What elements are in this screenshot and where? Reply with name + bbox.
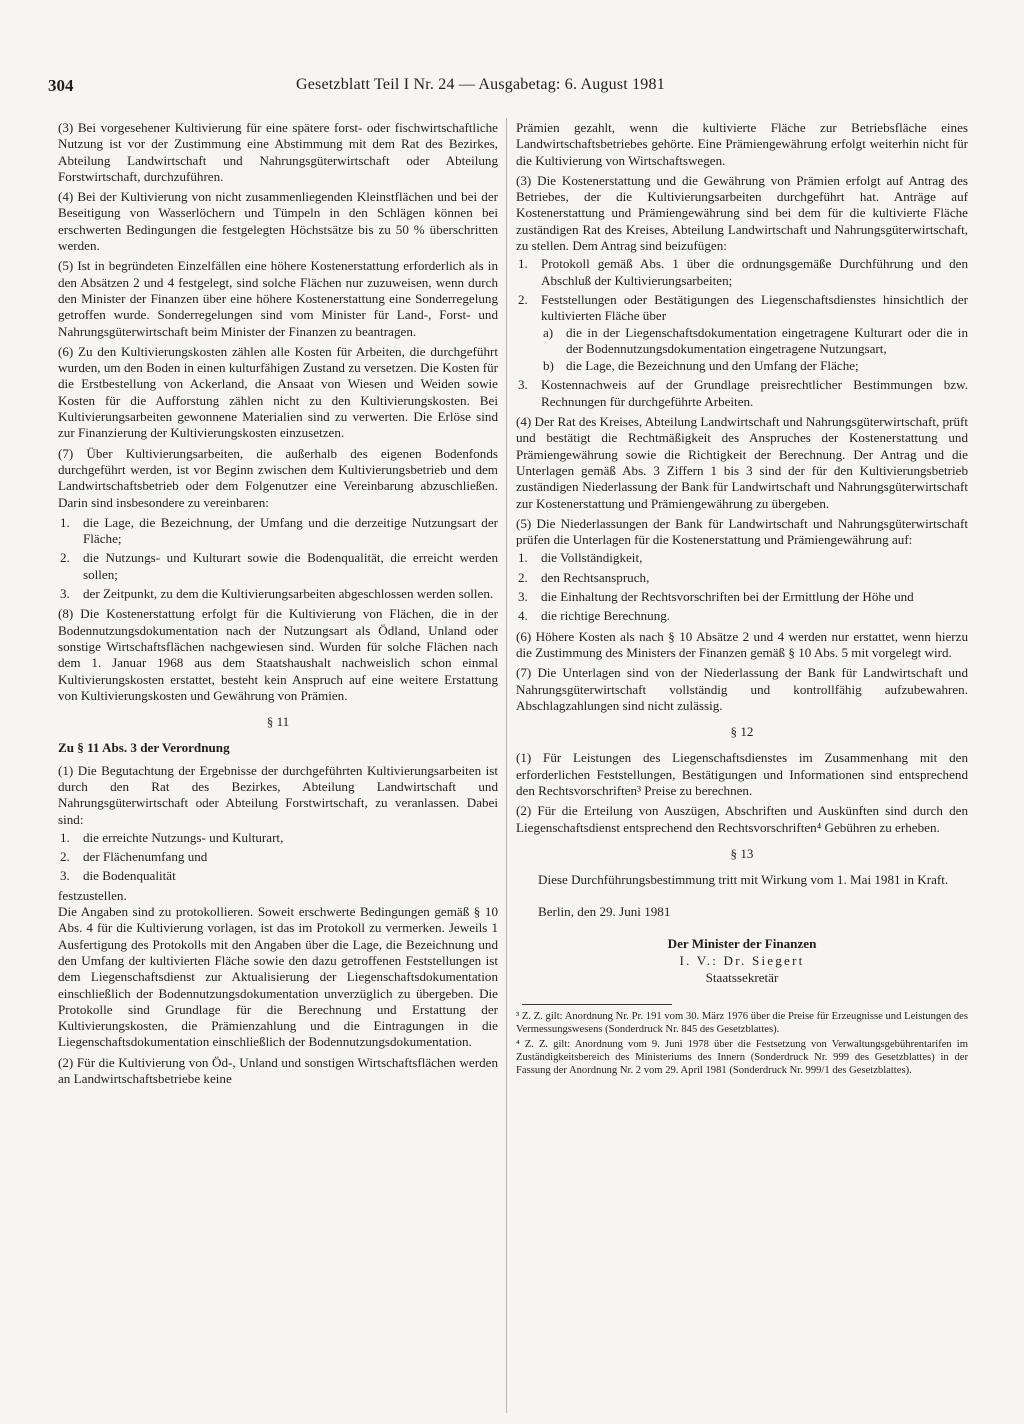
section-12-heading: § 12 bbox=[730, 724, 754, 740]
bank-check-list bbox=[516, 550, 968, 624]
paragraph-12-2: (2) Für die Erteilung von Auszügen, Abschriften und Auskünften sind durch den Liegenschaftsdienst entsprechend den Rechtsvorschriften⁴ Gebühren zu erheben. bbox=[516, 803, 968, 835]
list-text: die Einhaltung der Rechtsvorschriften bei der Ermittlung der Höhe und bbox=[541, 589, 914, 605]
list-number: 2. bbox=[518, 291, 528, 307]
section-11-subheading: Zu § 11 Abs. 3 der Verordnung bbox=[58, 740, 230, 756]
list-number: 2. bbox=[518, 569, 528, 585]
paragraph-10-4: (4) Bei der Kultivierung von nicht zusammenliegenden Kleinstflächen und bei der Beseitigung von Wasserlöchern und Tümpeln in den Schlägen können bei erschwerten Bedingungen die festgelegten Höchstsätze bis zu 50 % überschritten werden. bbox=[58, 189, 498, 254]
list-item bbox=[58, 868, 498, 884]
paragraph-12-1: (1) Für Leistungen des Liegenschaftsdienstes im Zusammenhang mit den erforderlichen Feststellungen, Bestätigungen und Informationen sind entsprechend den Rechtsvorschriften³ Preise zu berechnen. bbox=[516, 750, 968, 798]
paragraph-11-7: (7) Die Unterlagen sind von der Niederlassung der Bank für Landwirtschaft und Nahrungsgüterwirtschaft vollständig und kontrollfähig aufzubewahren. Abschlagzahlungen sind nicht zulässig. bbox=[516, 665, 968, 713]
list-number: 3. bbox=[60, 586, 70, 602]
list-item bbox=[516, 292, 968, 374]
paragraph-10-3: (3) Bei vorgesehener Kultivierung für eine spätere forst- oder fischwirtschaftliche Nutzung ist vor der Zustimmung eine Abstimmung mit dem Rat des Bezirkes, Abteilung Landwirtschaft und Nahrungsgüterwirtschaft oder Abteilung Forstwirtschaft, durchzuführen. bbox=[58, 120, 498, 184]
list-text: den Rechtsanspruch, bbox=[541, 569, 650, 585]
left-column bbox=[58, 120, 498, 1091]
signatory-title: Der Minister der Finanzen bbox=[667, 935, 817, 951]
section-11-heading: § 11 bbox=[266, 714, 290, 730]
sub-list-text: die Lage, die Bezeichnung und den Umfang der Fläche; bbox=[566, 358, 859, 374]
list-tail: festzustellen. bbox=[58, 887, 127, 903]
signatory-name: I. V.: Dr. Siegert bbox=[679, 952, 805, 968]
list-item bbox=[58, 849, 498, 865]
paragraph-10-8: (8) Die Kostenerstattung erfolgt für die Kultivierung von Flächen, die in der Bodennutzungsdokumentation nach der Nutzungsart als Ödland, Unland oder sonstige Wirtschaftsflächen nachgewiesen sind. Wurden für solche Flächen nach dem 1. Januar 1968 aus dem Staatshaushalt nachweislich schon einmal Kultivierungskosten erstattet, besteht kein Anspruch auf eine weitere Erstattung von Kultivierungskosten und Gewährung von Prämien. bbox=[58, 606, 498, 703]
paragraph-11-1: (1) Die Begutachtung der Ergebnisse der durchgeführten Kultivierungsarbeiten ist durch den Rat des Bezirkes, Abteilung Landwirtschaft und Nahrungsgüterwirtschaft oder Abteilung Forstwirtschaft, zu veranlassen. Dabei sind: bbox=[58, 762, 498, 827]
page-number: 304 bbox=[48, 76, 74, 95]
paragraph-11-3: (3) Die Kostenerstattung und die Gewährung von Prämien erfolgt auf Antrag des Betriebes, der die Kultivierungsarbeiten durchgeführt hat. Anträge auf Kostenerstattung und Prämiengewährung sind bei dem für die kultivierte Fläche zuständigen Rat des Kreises, Abteilung Landwirtschaft und Nahrungsgüterwirtschaft, zu stellen. Dem Antrag sind beizufügen: bbox=[516, 172, 968, 254]
paragraph-10-5: (5) Ist in begründeten Einzelfällen eine höhere Kostenerstattung erforderlich als in den Absätzen 2 und 4 festgelegt, sind solche Flächen nur zuzuweisen, wenn durch den Minister der Finanzen über eine höhere Kostenerstattung eine Sonderregelung getroffen wurde. Sonderregelungen sind vom Minister für Land-, Forst- und Nahrungsgüterwirtschaft beim Minister der Finanzen zu beantragen. bbox=[58, 258, 498, 339]
column-divider bbox=[506, 118, 507, 1413]
right-column bbox=[516, 120, 968, 1081]
signature-block bbox=[516, 935, 968, 986]
list-item bbox=[58, 586, 498, 602]
list-item bbox=[58, 515, 498, 548]
list-text: der Flächenumfang und bbox=[83, 849, 208, 865]
list-number: 3. bbox=[60, 868, 70, 884]
list-number: 4. bbox=[518, 608, 528, 624]
paragraph-11-4: (4) Der Rat des Kreises, Abteilung Landwirtschaft und Nahrungsgüterwirtschaft, prüft und bestätigt die Rechtmäßigkeit des Anspruches der Kostenerstattung und Prämiengewährung sowie die Richtigkeit der Berechnung. Der Antrag und die Unterlagen gemäß Abs. 3 Ziffern 1 bis 3 sind der für den Kultivierungsbetrieb zuständigen Niederlassung der Bank für Landwirtschaft und Nahrungsgüterwirtschaft zur Kostenerstattung und Prämiengewährung zu übergeben. bbox=[516, 414, 968, 511]
list-number: 1. bbox=[60, 829, 70, 845]
sub-list bbox=[541, 325, 968, 375]
footnote-3: ³ Z. Z. gilt: Anordnung Nr. Pr. 191 vom 30. März 1976 über die Preise für Erzeugnisse und Leistungen des Vermessungswesens (Sonderdruck Nr. 845 des Gesetzblattes). bbox=[516, 1010, 968, 1035]
list-text: Protokoll gemäß Abs. 1 über die ordnungsgemäße Durchführung und den Abschluß der Kultivierungsarbeiten; bbox=[541, 256, 968, 288]
list-text: die Vollständigkeit, bbox=[541, 550, 643, 566]
paragraph-11-1-continued: Die Angaben sind zu protokollieren. Soweit erschwerte Bedingungen gemäß § 10 Abs. 4 für die Kultivierung vorlagen, ist das im Protokoll zu vermerken. Jeweils 1 Ausfertigung des Protokolls mit den Angaben über die Lage, die Bezeichnung und den Umfang der kultivierten Fläche sowie den dazu getroffenen Feststellungen ist dem Liegenschaftsdienst zur Aktualisierung der Liegenschaftsdokumentation einschließlich der Bodennutzungsdokumentation unverzüglich zu übergeben. Die Protokolle sind Grundlage für die Berechnung und Erstattung der Kultivierungskosten, die Prämienzahlung und die Eintragungen in die Liegenschaftsdokumentation einschließlich der Bodennutzungsdokumentation. bbox=[58, 904, 498, 1050]
footnote-4: ⁴ Z. Z. gilt: Anordnung vom 9. Juni 1978 über die Festsetzung von Verwaltungsgebührentarifen im Zuständigkeitsbereich des Ministeriums des Innern (Sonderdruck Nr. 999 des Gesetzblattes) in der Fassung der Anordnung Nr. 2 vom 29. April 1981 (Sonderdruck Nr. 999/1 des Gesetzblattes). bbox=[516, 1039, 968, 1076]
sub-list-item bbox=[516, 358, 968, 374]
list-number: 3. bbox=[518, 589, 528, 605]
list-text: Feststellungen oder Bestätigungen des Liegenschaftsdienstes hinsichtlich der kultivierten Fläche über bbox=[541, 291, 968, 324]
paragraph-10-6: (6) Zu den Kultivierungskosten zählen alle Kosten für Arbeiten, die durchgeführt wurden, um den Boden in einen kulturfähigen Zustand zu versetzen. Die Kosten für die Erstbestellung von Ackerland, die Ansaat von Wiesen und Weiden sowie Kosten für die Aufforstung zählen nicht zu den Kultivierungskosten. Bei Kultivierungsarbeiten gewonnene Materialien sind zu verwerten. Die Erlöse sind zur Finanzierung der Kultivierungskosten einzusetzen. bbox=[58, 343, 498, 441]
list-number: 2. bbox=[60, 849, 70, 865]
list-number: 1. bbox=[518, 550, 528, 566]
list-number: 3. bbox=[518, 377, 528, 393]
list-item bbox=[516, 550, 968, 566]
sub-list-text: die in der Liegenschaftsdokumentation eingetragene Kulturart oder die in der Bodennutzungsdokumentation eingetragene Nutzungsart, bbox=[566, 324, 968, 356]
signatory-role: Staatssekretär bbox=[705, 969, 779, 985]
list-number: 2. bbox=[60, 550, 70, 566]
sub-list-letter: b) bbox=[543, 358, 554, 374]
running-head: Gesetzblatt Teil I Nr. 24 — Ausgabetag: 6. August 1981 bbox=[296, 76, 665, 93]
list-number: 1. bbox=[518, 256, 528, 272]
paragraph-10-7: (7) Über Kultivierungsarbeiten, die außerhalb des eigenen Bodenfonds durchgeführt werden, ist vor Beginn zwischen dem Kultivierungsbetrieb und dem Landwirtschaftsbetrieb oder dem Folgenutzer eine Vereinbarung abzuschließen. Darin sind insbesondere zu vereinbaren: bbox=[58, 445, 498, 510]
list-item bbox=[516, 589, 968, 605]
place-and-date: Berlin, den 29. Juni 1981 bbox=[538, 904, 671, 920]
sub-list-item bbox=[541, 325, 968, 358]
list-item bbox=[516, 570, 968, 586]
sub-list-letter: a) bbox=[543, 324, 554, 340]
footnote-rule bbox=[522, 1004, 672, 1005]
section-13-heading: § 13 bbox=[730, 845, 754, 861]
list-text: die Lage, die Bezeichnung, der Umfang und die derzeitige Nutzungsart der Fläche; bbox=[83, 514, 498, 547]
list-text: die Nutzungs- und Kulturart sowie die Bodenqualität, die erreicht werden sollen; bbox=[83, 550, 498, 582]
list-item bbox=[516, 256, 968, 289]
paragraph-11-2-continued: Prämien gezahlt, wenn die kultivierte Fläche zur Betriebsfläche eines Landwirtschaftsbetriebes gehörte. Eine Prämiengewährung erfolgt weiterhin nicht für die Kultivierung von Wirtschaftswegen. bbox=[516, 120, 968, 168]
paragraph-13: Diese Durchführungsbestimmung tritt mit Wirkung vom 1. Mai 1981 in Kraft. bbox=[538, 872, 949, 888]
list-text: die Bodenqualität bbox=[83, 868, 176, 884]
paragraph-11-6: (6) Höhere Kosten als nach § 10 Absätze 2 und 4 werden nur erstattet, wenn hierzu die Zustimmung des Ministers der Finanzen gemäß § 10 Abs. 5 mit vorgelegt wird. bbox=[516, 628, 968, 660]
list-text: die erreichte Nutzungs- und Kulturart, bbox=[83, 829, 284, 845]
list-item bbox=[58, 550, 498, 583]
page-header bbox=[48, 76, 978, 102]
agreement-list bbox=[58, 515, 498, 602]
list-number: 1. bbox=[60, 514, 70, 530]
list-item bbox=[516, 608, 968, 624]
paragraph-11-5: (5) Die Niederlassungen der Bank für Landwirtschaft und Nahrungsgüterwirtschaft prüfen die Unterlagen für die Kostenerstattung und Prämiengewährung auf: bbox=[516, 515, 968, 548]
list-item bbox=[58, 830, 498, 846]
paragraph-11-2: (2) Für die Kultivierung von Öd-, Unland und sonstigen Wirtschaftsflächen werden an Landwirtschaftsbetriebe keine bbox=[58, 1054, 498, 1087]
list-text: der Zeitpunkt, zu dem die Kultivierungsarbeiten abgeschlossen werden sollen. bbox=[83, 586, 494, 602]
list-text: Kostennachweis auf der Grundlage preisrechtlicher Bestimmungen bzw. Rechnungen für durchgeführte Arbeiten. bbox=[541, 377, 968, 409]
list-item bbox=[516, 377, 968, 410]
attachments-list bbox=[516, 256, 968, 410]
list-text: die richtige Berechnung. bbox=[541, 608, 671, 624]
assessment-list bbox=[58, 830, 498, 885]
